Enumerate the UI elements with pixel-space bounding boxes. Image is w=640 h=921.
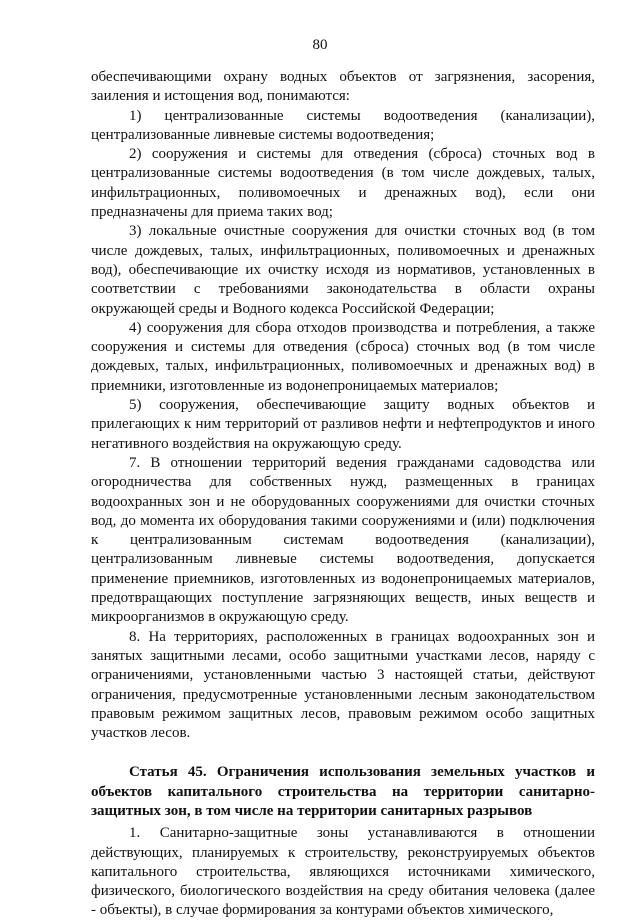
paragraph: 7. В отношении территорий ведения гражданами садоводства или огородничества для собственных нужд, размещенных в границах водоохранных зон и не оборудованных сооружениями для очистки сточных вод, до момента их оборудования такими сооружениями и (или) подключения к централизованным системам водоотведения (канализации), централизованным ливневые системы водоотведения, допускается применение приемников, изготовленных из водонепроницаемых материалов, предотвращающих поступление загрязняющих веществ, иных веществ и микроорганизмов в окружающую среду. xyxy=(91,454,595,626)
paragraph: 1. Санитарно-защитные зоны устанавливаются в отношении действующих, планируемых к строительству, реконструируемых объектов капитального строительства, являющихся источниками химического, физического, биологического воздействия на среду обитания человека (далее - объекты), в случае формирования за контурами объектов химического, xyxy=(91,825,595,919)
paragraph: 4) сооружения для сбора отходов производства и потребления, а также сооружения и системы для отведения (сброса) сточных вод (в том числе дождевых, талых, инфильтрационных, поливомоечных и дренажных вод) в приемники, изготовленные из водонепроницаемых материалов; xyxy=(91,319,595,394)
paragraphs-after-heading xyxy=(91,824,595,920)
paragraph: 5) сооружения, обеспечивающие защиту водных объектов и прилегающих к ним территорий от разливов нефти и нефтепродуктов и иного негативного воздействия на окружающую среду. xyxy=(91,397,595,452)
paragraph: 1) централизованные системы водоотведения (канализации), централизованные ливневые системы водоотведения; xyxy=(91,107,595,143)
page-number: 80 xyxy=(312,37,328,53)
paragraph: 3) локальные очистные сооружения для очистки сточных вод (в том числе дождевых, талых, инфильтрационных, поливомоечных и дренажных вод), обеспечивающие их очистку исходя из нормативов, установленных в соответствии с требованиями законодательства в области охраны окружающей среды и Водного кодекса Российской Федерации; xyxy=(91,223,595,317)
paragraph: 8. На территориях, расположенных в границах водоохранных зон и занятых защитными лесами, особо защитными участками лесов, наряду с ограничениями, установленными частью 3 настоящей статьи, действуют ограничения, предусмотренные установленными лесным законодательством правовым режимом защитных лесов, правовым режимом особо защитных участков лесов. xyxy=(91,628,595,742)
paragraph: обеспечивающими охрану водных объектов от загрязнения, засорения, заиления и истощения вод, понимаются: xyxy=(91,69,595,105)
article-heading: Статья 45. Ограничения использования земельных участков и объектов капитального строительства на территории санитарно-защитных зон, в том числе на территории санитарных разрывов xyxy=(91,764,595,819)
document-body xyxy=(91,68,595,921)
paragraph: 2) сооружения и системы для отведения (сброса) сточных вод в централизованные системы водоотведения (в том числе дождевых, талых, инфильтрационных, поливомоечных и дренажных вод), если они предназначены для приема таких вод; xyxy=(91,146,595,221)
paragraphs-before-heading xyxy=(91,68,595,743)
